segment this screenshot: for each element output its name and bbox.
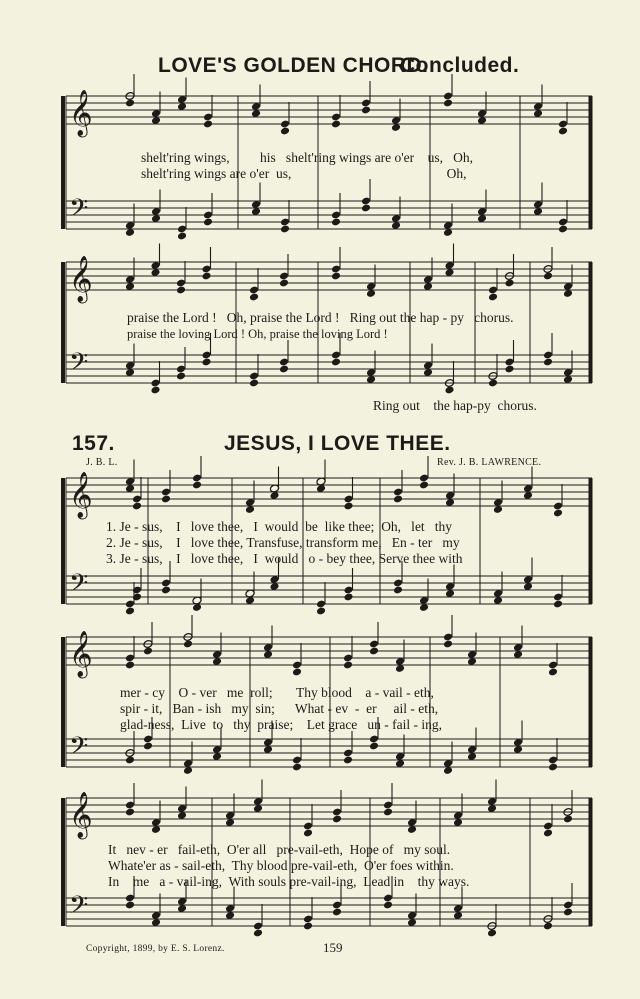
svg-text:𝄢: 𝄢 (69, 569, 89, 604)
verse-line: spir - it, Ban - ish my sin; What - ev - er ail - eth, (120, 701, 439, 716)
svg-text:𝄞: 𝄞 (69, 90, 93, 136)
verse-line: It nev - er fail-eth, O'er all pre-vail-eth, Hope of my soul. (108, 842, 451, 857)
verse-line: 3. Je - sus, I love thee, I would o - bey thee, Serve thee with (106, 551, 463, 566)
lyric-line: Ring out the hap-py chorus. (373, 398, 537, 413)
copyright: Copyright, 1899, by E. S. Lorenz. (86, 944, 225, 954)
author-initials: J. B. L. (86, 457, 118, 468)
svg-text:𝄞: 𝄞 (69, 256, 93, 302)
hymn-title: JESUS, I LOVE THEE. (224, 432, 451, 455)
page-number: 159 (323, 940, 343, 955)
hymn-title: LOVE'S GOLDEN CHORD. (158, 54, 429, 77)
verse-line: In me a - vail-ing, With souls pre-vail-ing, Lead in thy ways. (108, 874, 470, 889)
svg-text:𝄢: 𝄢 (69, 891, 89, 926)
verse-line: mer - cy O - ver me roll; Thy blood a - vail - eth, (120, 685, 434, 700)
svg-text:𝄢: 𝄢 (69, 194, 89, 229)
svg-text:𝄞: 𝄞 (69, 631, 93, 677)
composer: Rev. J. B. LAWRENCE. (437, 457, 542, 468)
svg-text:𝄞: 𝄞 (69, 792, 93, 838)
svg-text:𝄞: 𝄞 (69, 472, 93, 518)
svg-text:𝄢: 𝄢 (69, 732, 89, 767)
lyric-line: shelt'ring wings, his shelt'ring wings are o'er us, Oh, (141, 150, 474, 165)
hymn-number: 157. (72, 432, 115, 455)
svg-text:𝄢: 𝄢 (69, 348, 89, 383)
lyric-line: shelt'ring wings are o'er us, Oh, (141, 166, 467, 181)
verse-line: 1. Je - sus, I love thee, I would be like thee; Oh, let thy (106, 519, 453, 534)
lyric-line: praise the Lord ! Oh, praise the Lord ! Ring out the hap - py chorus. (127, 310, 514, 325)
verse-line: 2. Je - sus, I love thee, Transfuse, transform me, En - ter my (106, 535, 460, 550)
hymn-subtitle: Concluded. (400, 54, 520, 77)
verse-line: glad-ness, Live to thy praise; Let grace un - fail - ing, (120, 717, 443, 732)
verse-line: Whate'er as - sail-eth, Thy blood pre-vail-eth, O'er foes within. (108, 858, 454, 873)
lyric-line: praise the loving Lord ! Oh, praise the loving Lord ! (127, 327, 388, 341)
